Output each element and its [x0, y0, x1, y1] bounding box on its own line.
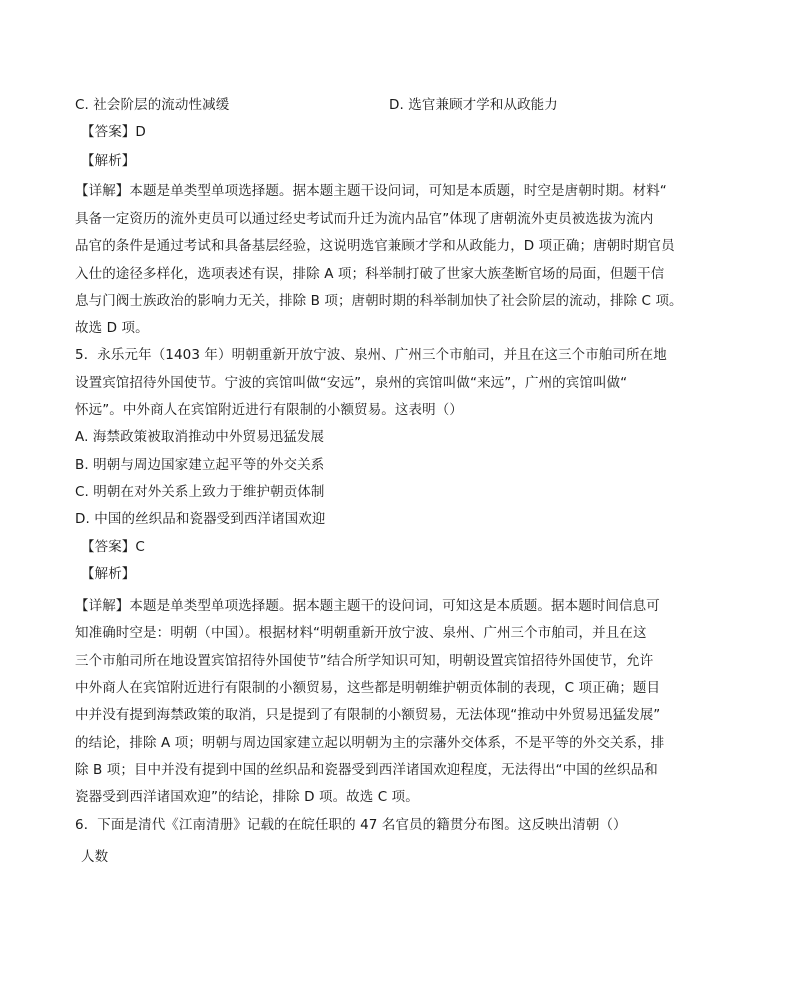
q4-option-c: C. 社会阶层的流动性减缓	[75, 97, 230, 113]
q5-stem-line: 5．永乐元年（1403 年）明朝重新开放宁波、泉州、广州三个市舶司，并且在这三个市舶司所在地	[75, 347, 667, 363]
q5-stem-line: 怀远”。中外商人在宾馆附近进行有限制的小额贸易。这表明（）	[75, 402, 463, 418]
q5-detail-line: 【详解】本题是单类型单项选择题。据本题主题干的设问词，可知这是本质题。据本题时间信息可	[75, 598, 660, 614]
q4-analysis-title: 【解析】	[81, 153, 136, 169]
q5-detail-line: 三个市舶司所在地设置宾馆招待外国使节”结合所学知识可知，明朝设置宾馆招待外国使节，允许	[75, 653, 654, 669]
q5-answer: 【答案】C	[81, 539, 145, 555]
q5-option-c: C. 明朝在对外关系上致力于维护朝贡体制	[75, 484, 325, 500]
q5-option-a: A. 海禁政策被取消推动中外贸易迅猛发展	[75, 429, 325, 445]
q5-detail-line: 中外商人在宾馆附近进行有限制的小额贸易，这些都是明朝维护朝贡体制的表现，C 项正确；题目	[75, 680, 661, 696]
q5-option-b: B. 明朝与周边国家建立起平等的外交关系	[75, 457, 325, 473]
q5-option-d: D. 中国的丝织品和瓷器受到西洋诸国欢迎	[75, 511, 326, 527]
q5-detail-line: 知准确时空是：明朝（中国）。根据材料“明朝重新开放宁波、泉州、广州三个市舶司，并且在这	[75, 625, 647, 641]
q4-detail-line: 入仕的途径多样化，选项表述有误，排除 A 项；科举制打破了世家大族垄断官场的局面，但题干信	[75, 266, 665, 282]
q5-analysis-title: 【解析】	[81, 566, 136, 582]
q4-detail-line: 息与门阀士族政治的影响力无关，排除 B 项；唐朝时期的科举制加快了社会阶层的流动，排除 C 项。	[75, 293, 683, 309]
q5-detail-line: 的结论，排除 A 项；明朝与周边国家建立起以明朝为主的宗藩外交体系，不是平等的外交关系，排	[75, 735, 665, 751]
q5-stem-line: 设置宾馆招待外国使节。宁波的宾馆叫做“安远”，泉州的宾馆叫做“来远”，广州的宾馆叫做“	[75, 375, 628, 391]
q4-answer: 【答案】D	[81, 124, 146, 140]
q5-detail-line: 瓷器受到西洋诸国欢迎”的结论，排除 D 项。故选 C 项。	[75, 789, 419, 805]
q6-chart-axis-label: 人数	[81, 849, 109, 865]
q4-detail-line: 故选 D 项。	[75, 320, 149, 336]
q5-detail-line: 除 B 项；目中并没有提到中国的丝织品和瓷器受到西洋诸国欢迎程度，无法得出“中国的丝织品和	[75, 762, 658, 778]
q6-stem: 6．下面是清代《江南清册》记载的在皖任职的 47 名官员的籍贯分布图。这反映出清朝（）	[75, 817, 627, 833]
q4-detail-line: 品官的条件是通过考试和具备基层经验，这说明选官兼顾才学和从政能力，D 项正确；唐朝时期官员	[75, 238, 675, 254]
q5-detail-line: 中并没有提到海禁政策的取消，只是提到了有限制的小额贸易，无法体现“推动中外贸易迅猛发展”	[75, 707, 661, 723]
q4-detail-line: 具备一定资历的流外吏员可以通过经史考试而升迁为流内品官”体现了唐朝流外吏员被选拔为流内	[75, 211, 654, 227]
q4-option-d: D. 选官兼顾才学和从政能力	[389, 97, 558, 113]
q4-detail-line: 【详解】本题是单类型单项选择题。据本题主题干设问词，可知是本质题，时空是唐朝时期。材料“	[75, 183, 667, 199]
